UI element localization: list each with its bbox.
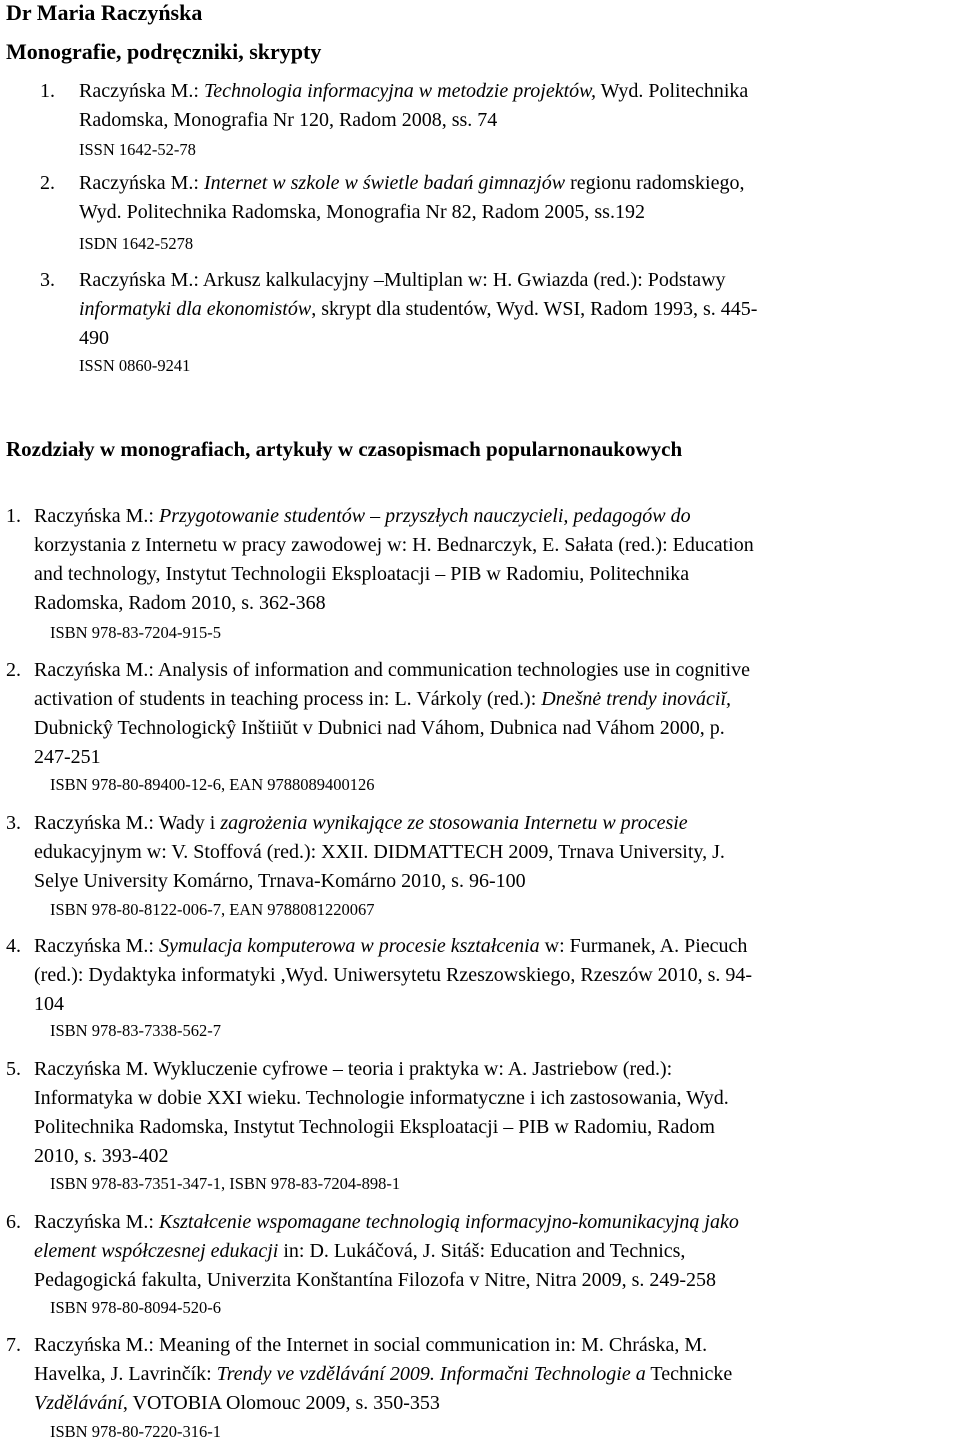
text-segment: Raczyńska M.: Meaning of the Internet in social communication in: M. Chráska, M. <box>34 1334 708 1356</box>
text-segment: w: Furmanek, A. Piecuch <box>539 935 748 957</box>
italic-title-segment: informatyki dla ekonomistów <box>79 298 312 320</box>
entry-line <box>34 1116 715 1139</box>
entry-line <box>34 870 526 893</box>
entry-line <box>34 1058 672 1081</box>
text-segment: Raczyńska M. Wykluczenie cyfrowe – teoria i praktyka w: A. Jastriebow (red.): <box>34 1058 673 1080</box>
text-segment: Raczyńska M.: Arkusz kalkulacyjny –Multiplan w: H. Gwiazda (red.): Podstawy <box>79 269 726 291</box>
entry-line <box>79 298 757 321</box>
italic-title-segment: Technologia informacyjna w metodzie projektów, <box>203 80 596 102</box>
text-segment: activation of students in teaching process in: L. Várkoly (red.): <box>34 688 542 710</box>
italic-title-segment: Dnešnė trendy inováciĭ, <box>541 688 732 710</box>
text-segment: korzystania z Internetu w pracy zawodowej w: H. Bednarczyk, E. Sałata (red.): Education <box>34 534 754 556</box>
entry-line <box>34 1392 440 1415</box>
entry-line <box>34 935 747 958</box>
entry-line <box>34 1269 716 1292</box>
text-segment: Dubnickŷ Technologickŷ Inštiiŭt v Dubnici nad Váhom, Dubnica nad Váhom 2000, p. <box>34 717 725 739</box>
text-segment: , VOTOBIA Olomouc 2009, s. 350-353 <box>122 1392 440 1414</box>
text-segment: in: D. Lukáčová, J. Sitáš: Education and Technics, <box>278 1240 686 1262</box>
entry-line <box>79 109 497 132</box>
isbn-line: ISBN 978-83-7204-915-5 <box>50 623 221 642</box>
text-segment: Pedagogická fakulta, Univerzita Konštantína Filozofa v Nitre, Nitra 2009, s. 249-258 <box>34 1269 717 1291</box>
italic-title-segment: zagrożenia wynikające ze stosowania Internetu w procesie <box>220 812 688 834</box>
entry-line <box>34 659 750 682</box>
isbn-line: ISBN 978-80-8094-520-6 <box>50 1298 221 1317</box>
text-segment: Havelka, J. Lavrinčík: <box>34 1363 217 1385</box>
text-segment: Wyd. Politechnika Radomska, Monografia Nr 82, Radom 2005, ss.192 <box>79 201 645 223</box>
text-segment: Raczyńska M.: Wady i <box>34 812 221 834</box>
text-segment: (red.): Dydaktyka informatyki ,Wyd. Uniwersytetu Rzeszowskiego, Rzeszów 2010, s. 94- <box>34 964 753 986</box>
item-number: 3. <box>6 812 21 834</box>
isbn-line: ISBN 978-80-89400-12-6, EAN 9788089400126 <box>50 775 375 794</box>
isbn-line: ISSN 0860-9241 <box>79 356 191 375</box>
text-segment: 104 <box>34 993 64 1015</box>
entry-line <box>34 563 689 586</box>
entry-line <box>79 172 744 195</box>
entry-line <box>34 993 64 1016</box>
text-segment: Politechnika Radomska, Instytut Technologii Eksploatacji – PIB w Radomiu, Radom <box>34 1116 715 1138</box>
section-heading-monographs: Monografie, podręczniki, skrypty <box>6 39 322 64</box>
entry-line <box>34 592 326 615</box>
text-segment: 490 <box>79 327 109 349</box>
text-segment: Radomska, Radom 2010, s. 362-368 <box>34 592 326 614</box>
item-number: 2. <box>40 172 55 194</box>
entry-line <box>34 1363 732 1386</box>
entry-line <box>34 534 754 557</box>
text-segment: regionu radomskiego, <box>565 172 745 194</box>
italic-title-segment: Symulacja komputerowa w procesie kształcenia <box>158 935 540 957</box>
isbn-line: ISBN 978-83-7351-347-1, ISBN 978-83-7204-898-1 <box>50 1174 401 1193</box>
text-segment: Raczyńska M.: <box>34 1211 159 1233</box>
text-segment: Technicke <box>645 1363 733 1385</box>
text-segment: Informatyka w dobie XXI wieku. Technologie informatyczne i ich zastosowania, Wyd. <box>34 1087 729 1109</box>
text-segment: Raczyńska M.: <box>34 935 159 957</box>
entry-line <box>34 505 691 528</box>
italic-title-segment: Trendy ve vzdělávání 2009. Informačni Technologie a <box>216 1363 646 1385</box>
text-segment: 247-251 <box>34 746 101 768</box>
entry-line <box>79 201 645 224</box>
author-name: Dr Maria Raczyńska <box>6 0 203 25</box>
entry-line <box>34 1240 685 1263</box>
italic-title-segment: element współczesnej edukacji <box>34 1240 279 1262</box>
text-segment: , skrypt dla studentów, Wyd. WSI, Radom 1993, s. 445- <box>311 298 758 320</box>
text-segment: Raczyńska M.: <box>79 172 204 194</box>
item-number: 1. <box>40 80 55 102</box>
item-number: 7. <box>6 1334 21 1356</box>
section-heading-chapters: Rozdziały w monografiach, artykuły w czasopismach popularnonaukowych <box>6 437 683 461</box>
item-number: 2. <box>6 659 21 681</box>
isbn-line: ISBN 978-80-7220-316-1 <box>50 1422 221 1441</box>
text-segment: Raczyńska M.: <box>79 80 204 102</box>
text-segment: edukacyjnym w: V. Stoffová (red.): XXII. DIDMATTECH 2009, Trnava University, J. <box>34 841 725 863</box>
text-segment: Radomska, Monografia Nr 120, Radom 2008, ss. 74 <box>79 109 498 131</box>
text-segment: Raczyńska M.: Analysis of information and communication technologies use in cognitive <box>34 659 750 681</box>
isbn-line: ISSN 1642-52-78 <box>79 140 196 159</box>
entry-line <box>79 327 109 350</box>
text-segment: Wyd. Politechnika <box>596 80 749 102</box>
entry-line <box>34 1334 707 1357</box>
italic-title-segment: Przygotowanie studentów – przyszłych nauczycieli, pedagogów do <box>158 505 691 527</box>
text-segment: Raczyńska M.: <box>34 505 159 527</box>
isbn-line: ISDN 1642-5278 <box>79 234 194 253</box>
text-segment: 2010, s. 393-402 <box>34 1145 169 1167</box>
text-segment: Selye University Komárno, Trnava-Komárno 2010, s. 96-100 <box>34 870 526 892</box>
text-segment: and technology, Instytut Technologii Eksploatacji – PIB w Radomiu, Politechnika <box>34 563 690 585</box>
entry-line <box>34 812 688 835</box>
entry-line <box>34 717 725 740</box>
entry-line <box>34 1211 739 1234</box>
isbn-line: ISBN 978-83-7338-562-7 <box>50 1021 221 1040</box>
italic-title-segment: Vzdělávání <box>34 1392 123 1414</box>
entry-line <box>34 841 725 864</box>
italic-title-segment: Internet w szkole w świetle badań gimnazjów <box>203 172 566 194</box>
entry-line <box>34 964 752 987</box>
italic-title-segment: Kształcenie wspomagane technologią informacyjno-komunikacyjną jako <box>158 1211 739 1233</box>
entry-line <box>79 269 726 292</box>
item-number: 1. <box>6 505 21 527</box>
item-number: 5. <box>6 1058 21 1080</box>
entry-line <box>34 1087 729 1110</box>
entry-line <box>34 688 731 711</box>
item-number: 3. <box>40 269 55 291</box>
entry-line <box>79 80 748 103</box>
item-number: 4. <box>6 935 21 957</box>
isbn-line: ISBN 978-80-8122-006-7, EAN 9788081220067 <box>50 900 375 919</box>
item-number: 6. <box>6 1211 21 1233</box>
entry-line <box>34 746 101 769</box>
entry-line <box>34 1145 168 1168</box>
